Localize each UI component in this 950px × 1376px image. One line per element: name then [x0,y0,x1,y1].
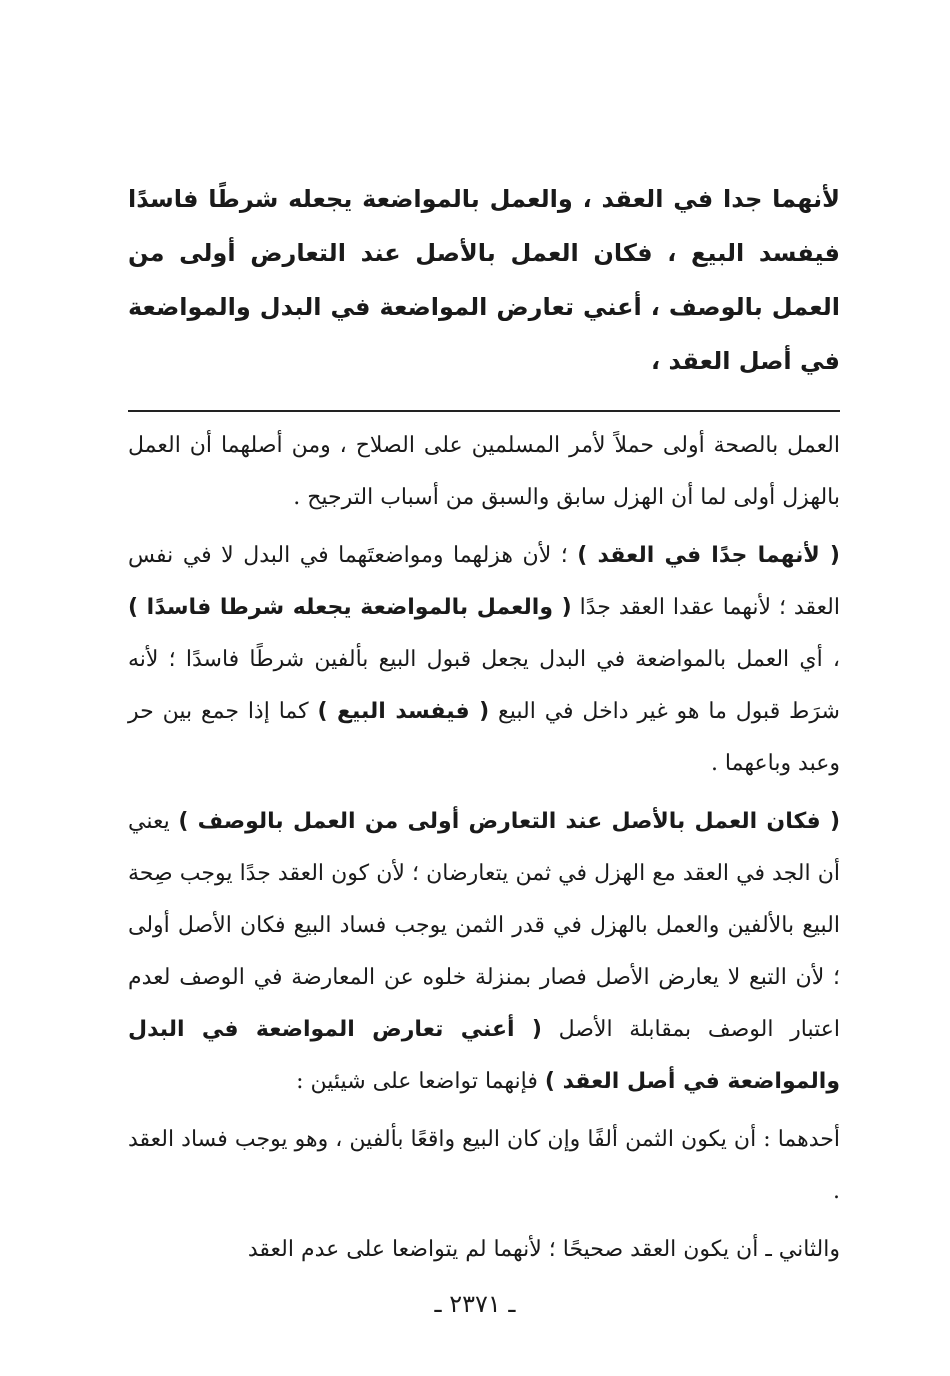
page-body [128,172,840,1282]
commentary-text: فإنهما تواضعا على شيئين : [296,1069,545,1094]
quoted-phrase: ( لأنهما جدًا في العقد ) [577,543,840,568]
commentary-text: ؛ لأن هزلهما ومواضعتَهما في البدل لا في نفس العقد ؛ لأنهما عقدا العقد جدًا [128,543,841,620]
commentary-paragraph-3 [128,796,840,1108]
commentary-paragraph-5: والثاني ـ أن يكون العقد صحيحًا ؛ لأنهما لم يتواضعا على عدم العقد [247,1237,840,1262]
commentary-paragraph-4: أحدهما : أن يكون الثمن ألفًا وإن كان البيع واقعًا بألفين ، وهو يوجب فساد العقد . [128,1127,840,1204]
separator-rule [128,410,840,412]
quoted-phrase: ( والعمل بالمواضعة يجعله شرطا فاسدًا ) [128,595,572,620]
quoted-phrase: ( فكان العمل بالأصل عند التعارض أولى من العمل بالوصف ) [178,809,840,834]
commentary-paragraph-2 [128,530,840,790]
main-text: لأنهما جدا في العقد ، والعمل بالمواضعة يجعله شرطًا فاسدًا فيفسد البيع ، فكان العمل بالأصل عند التعارض أولى من العمل بالوصف ، أعني تعارض المواضعة في البدل والمواضعة في أصل العقد ، [128,185,840,375]
commentary-text: يعني أن الجد في العقد مع الهزل في ثمن يتعارضان ؛ لأن كون العقد جدًا يوجب صِحة البيع بالألفين والعمل بالهزل في قدر الثمن يوجب فساد البيع فكان الأصل أولى ؛ لأن التبع لا يعارض الأصل فصار بمنزلة خلوه عن المعارضة في الوصف لعدم اعتبار الوصف بمقابلة الأصل [128,809,841,1042]
commentary [128,420,840,1276]
commentary-paragraph-1: العمل بالصحة أولى حملاً لأمر المسلمين على الصلاح ، ومن أصلهما أن العمل بالهزل أولى لما أن الهزل سابق والسبق من أسباب الترجيح . [128,433,840,510]
page-number: ـ ٢٣٧١ ـ [434,1290,516,1318]
commentary-text: كما إذا جمع بين حر وعبد وباعهما . [128,699,840,776]
commentary-text: ، أي العمل بالمواضعة في البدل يجعل قبول البيع بألفين شرطًا فاسدًا ؛ لأنه شرَط قبول ما هو غير داخل في البيع [128,647,840,724]
quoted-phrase: ( أعني تعارض المواضعة في البدل والمواضعة في أصل العقد ) [128,1017,840,1094]
quoted-phrase: ( فيفسد البيع ) [317,699,490,724]
